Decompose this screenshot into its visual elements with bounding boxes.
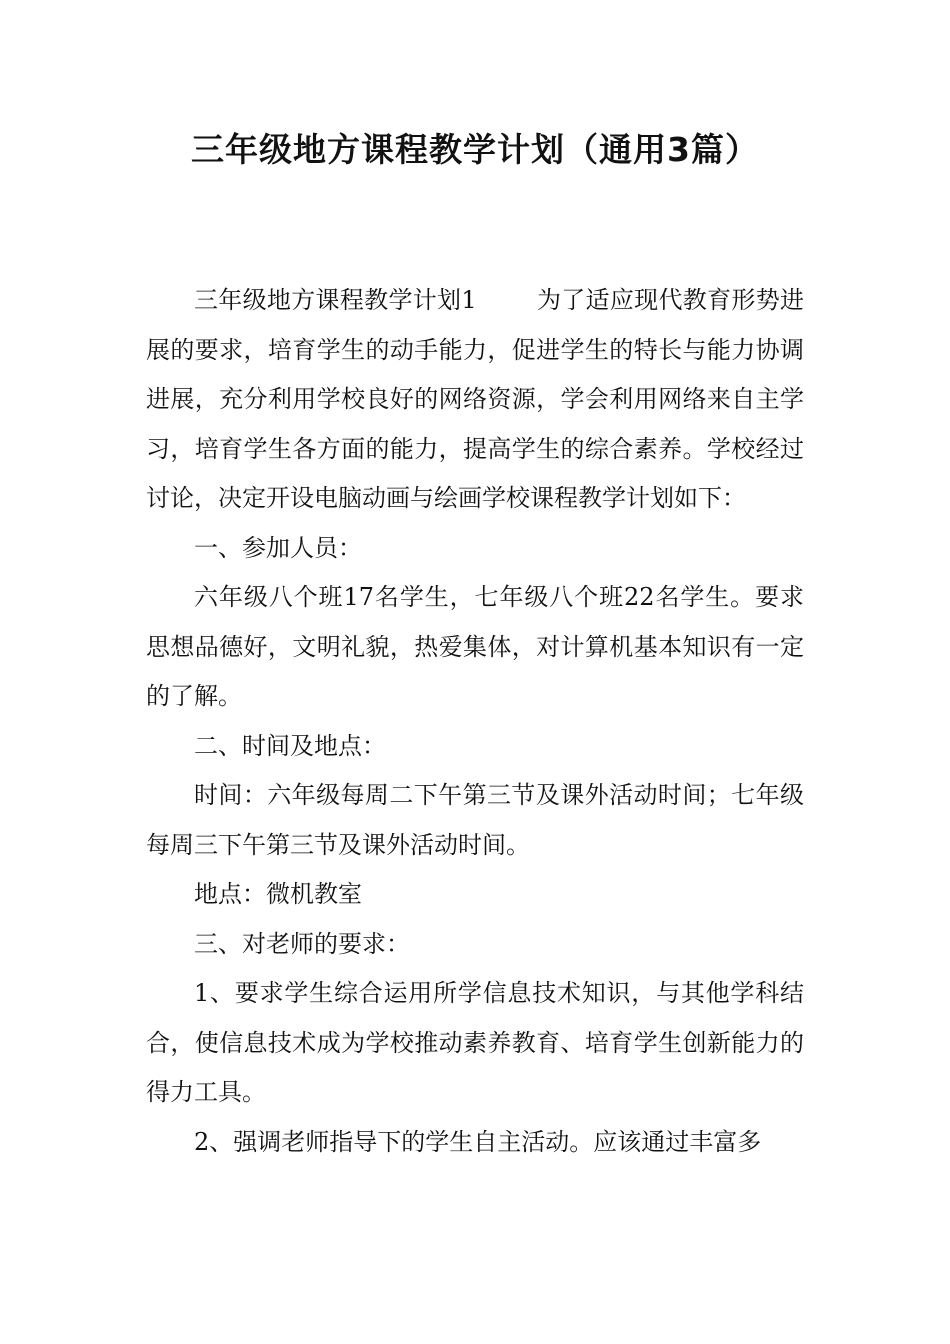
paragraph-requirement-2: 2、强调老师指导下的学生自主活动。应该通过丰富多 [194, 1127, 762, 1156]
paragraph-time: 时间：六年级每周二下午第三节及课外活动时间；七年级每周三下午第三节及课外活动时间。 [146, 781, 804, 859]
paragraph-teacher-heading: 三、对老师的要求： [194, 929, 410, 958]
document-title: 三年级地方课程教学计划（通用3篇） [191, 130, 759, 169]
paragraph-requirement-1: 1、要求学生综合运用所学信息技术知识，与其他学科结合，使信息技术成为学校推动素养教育、培育学生创新能力的得力工具。 [146, 979, 804, 1106]
document-body [146, 276, 804, 1167]
intro-text: 为了适应现代教育形势进展的要求，培育学生的动手能力，促进学生的特长与能力协调进展，充分利用学校良好的网络资源，学会利用网络来自主学习，培育学生各方面的能力，提高学生的综合素养。学校经过讨论，决定开设电脑动画与绘画学校课程教学计划如下： [146, 286, 804, 512]
paragraph-place: 地点：微机教室 [194, 880, 362, 908]
section-heading: 三年级地方课程教学计划1 [194, 286, 477, 314]
paragraph-participants-heading: 一、参加人员： [194, 533, 362, 562]
paragraph-intro [146, 276, 804, 524]
paragraph-time-place-heading: 二、时间及地点： [194, 731, 386, 760]
paragraph-participants: 六年级八个班17名学生，七年级八个班22名学生。要求思想品德好，文明礼貌，热爱集体，对计算机基本知识有一定的了解。 [146, 583, 804, 710]
